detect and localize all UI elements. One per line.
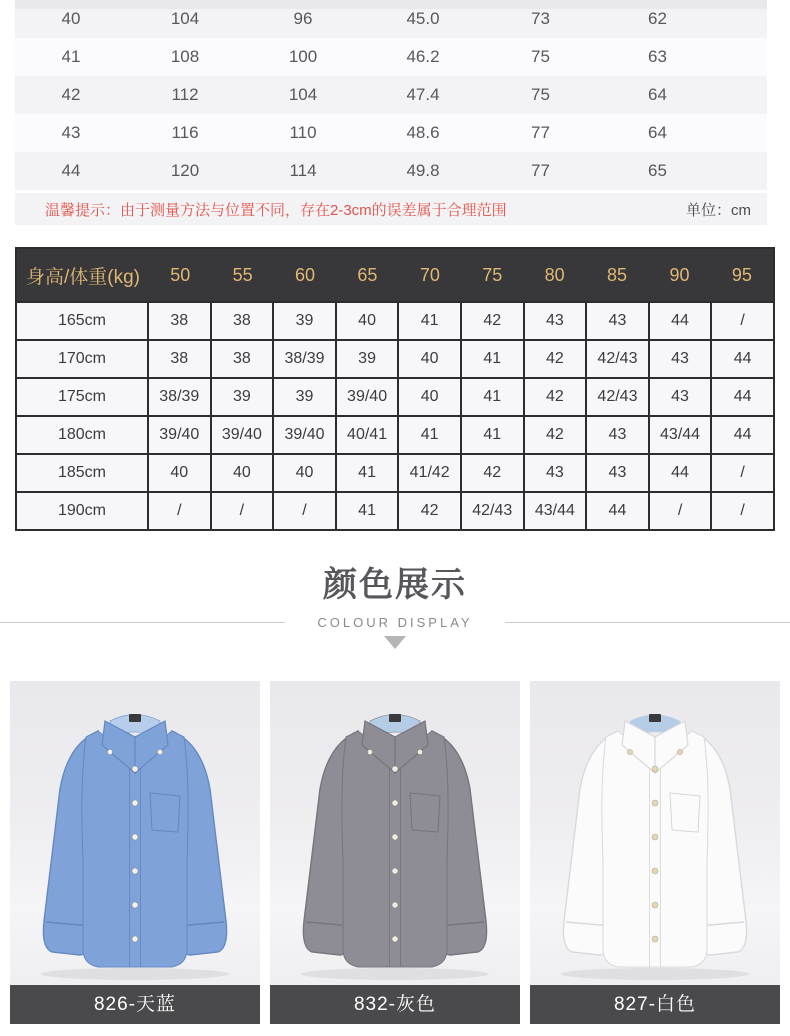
fit-table-cell: 39/40: [274, 417, 337, 453]
measurement-value: 40: [61, 9, 81, 28]
fit-table-cell: 39: [274, 303, 337, 339]
colour-label-bar: 826-天蓝: [10, 985, 260, 1024]
fit-table-cell: 43: [650, 341, 713, 377]
shirt-illustration: [10, 681, 260, 985]
fit-table-cell: /: [149, 493, 212, 529]
measurement-value: 104: [170, 9, 200, 28]
measurement-value: 45.0: [406, 9, 440, 28]
measurement-value: 108: [170, 47, 200, 66]
fit-table-header-cell: 60: [295, 264, 316, 285]
shirt-illustration: [270, 681, 520, 985]
fit-table-row: [17, 491, 773, 529]
fit-table-row: [17, 453, 773, 491]
fit-table-cell: 41: [337, 455, 400, 491]
fit-table-header-row: [17, 249, 773, 301]
fit-table-cell: 42/43: [587, 379, 650, 415]
fit-table-cell: 39/40: [337, 379, 400, 415]
fit-table-row: [17, 301, 773, 339]
measurement-value: 47.4: [406, 85, 440, 104]
fit-table-cell: 41: [337, 493, 400, 529]
down-arrow-icon: [384, 636, 406, 649]
measurement-value: 64: [648, 85, 667, 104]
fit-table-cell: 39: [274, 379, 337, 415]
measurement-value: 49.8: [406, 161, 440, 180]
fit-table-cell: 38/39: [274, 341, 337, 377]
measurement-rows: [15, 0, 767, 190]
fit-table-cell: /: [740, 502, 745, 519]
measurement-value: 46.2: [406, 47, 440, 66]
unit-label: 单位：cm: [686, 201, 751, 219]
fit-table-cell: 42/43: [462, 493, 525, 529]
fit-table-header-cell: 95: [731, 264, 752, 285]
fit-table-header-cell: 85: [607, 264, 628, 285]
measurement-size-table: [15, 0, 767, 225]
tolerance-note: 温馨提示：由于测量方法与位置不同，存在2-3cm的误差属于合理范围: [45, 201, 507, 219]
measurement-value: 75: [531, 47, 550, 66]
section-title: 颜色展示: [323, 566, 467, 604]
fit-table-cell: 185cm: [17, 455, 149, 491]
fit-table-cell: 44: [650, 455, 713, 491]
fit-table-cell: /: [740, 464, 745, 481]
fit-table-cell: 41: [399, 303, 462, 339]
measurement-value: 43: [61, 123, 81, 142]
fit-table-cell: 40: [399, 379, 462, 415]
colour-label-bar: 827-白色: [530, 985, 780, 1024]
fit-table-cell: 43: [650, 379, 713, 415]
fit-table-cell: 42: [525, 417, 588, 453]
fit-table-cell: 43: [525, 303, 588, 339]
fit-table-cell: 42: [525, 341, 588, 377]
measurement-value: 63: [648, 47, 667, 66]
measurement-value: 120: [170, 161, 200, 180]
measurement-value: 110: [289, 123, 317, 142]
fit-table-cell: 38/39: [149, 379, 212, 415]
fit-table-cell: 43: [525, 455, 588, 491]
measurement-value: 65: [648, 161, 667, 180]
measurement-value: 73: [531, 9, 550, 28]
fit-table-cell: /: [274, 493, 337, 529]
fit-table-header-cell: 身高/体重(kg): [25, 266, 140, 288]
fit-table-cell: 42/43: [587, 341, 650, 377]
fit-table-row: [17, 377, 773, 415]
fit-table-cell: 43: [587, 417, 650, 453]
fit-table-cell: 38: [149, 303, 212, 339]
measurement-value: 44: [61, 161, 81, 180]
fit-table-cell: 38: [149, 341, 212, 377]
fit-table-cell: 41/42: [399, 455, 462, 491]
shirt-photo-gray: [270, 681, 520, 985]
measurement-value: 77: [531, 123, 550, 142]
measurement-value: 41: [61, 47, 81, 66]
colour-label-bar: 832-灰色: [270, 985, 520, 1024]
measurement-value: 100: [288, 47, 318, 66]
fit-table-cell: 42: [399, 493, 462, 529]
shirt-card-white: [530, 681, 780, 1024]
measurement-value: 104: [288, 85, 318, 104]
colour-options-row: [0, 681, 790, 1024]
fit-table-cell: 40: [399, 341, 462, 377]
fit-table-cell: 42: [462, 303, 525, 339]
fit-table-cell: 38: [212, 303, 275, 339]
fit-table-cell: 40/41: [337, 417, 400, 453]
measurement-value: 114: [289, 161, 317, 180]
measurement-value: 116: [171, 123, 199, 142]
fit-table-body: [17, 301, 773, 529]
fit-table-header-cell: 80: [544, 264, 565, 285]
fit-table-row: [17, 339, 773, 377]
fit-table-cell: 40: [212, 455, 275, 491]
fit-table-cell: 44: [733, 426, 752, 443]
measurement-row: [15, 0, 767, 38]
fit-table-cell: 38: [212, 341, 275, 377]
measurement-value: 77: [531, 161, 550, 180]
fit-table-cell: 41: [399, 417, 462, 453]
section-subtitle: COLOUR DISPLAY: [317, 615, 473, 630]
measurement-value: 96: [293, 9, 313, 28]
fit-table-cell: 40: [149, 455, 212, 491]
measurement-value: 42: [61, 85, 81, 104]
measurement-value: 75: [531, 85, 550, 104]
fit-table-cell: 175cm: [17, 379, 149, 415]
measurement-value: 112: [171, 85, 199, 104]
fit-table-cell: 40: [337, 303, 400, 339]
fit-table-cell: 44: [733, 350, 752, 367]
section-subtitle-row: [0, 615, 790, 630]
fit-table-cell: /: [212, 493, 275, 529]
shirt-card-blue: [10, 681, 260, 1024]
shirt-card-gray: [270, 681, 520, 1024]
fit-table-cell: 39/40: [149, 417, 212, 453]
fit-table-cell: 42: [462, 455, 525, 491]
fit-table-cell: 165cm: [17, 303, 149, 339]
fit-table-header-cell: 50: [170, 264, 191, 285]
measurement-value: 64: [648, 123, 667, 142]
fit-table-cell: 44: [733, 388, 752, 405]
measurement-row: [15, 152, 767, 190]
fit-table-header-cell: 55: [232, 264, 253, 285]
fit-table-cell: 190cm: [17, 493, 149, 529]
fit-table-cell: 44: [650, 303, 713, 339]
shirt-photo-white: [530, 681, 780, 985]
measurement-note-bar: [15, 193, 767, 225]
fit-table-header-cell: 75: [482, 264, 503, 285]
measurement-value: 62: [648, 9, 667, 28]
measurement-row: [15, 38, 767, 76]
measurement-value: 48.6: [406, 123, 440, 142]
fit-table-cell: 39/40: [212, 417, 275, 453]
fit-table-header-cell: 65: [357, 264, 378, 285]
fit-table-cell: 41: [462, 341, 525, 377]
fit-table-cell: 44: [587, 493, 650, 529]
fit-table-cell: 42: [525, 379, 588, 415]
fit-table-header-cell: 90: [669, 264, 690, 285]
fit-table-cell: 41: [462, 379, 525, 415]
fit-table-cell: 39: [212, 379, 275, 415]
fit-table-cell: 39: [337, 341, 400, 377]
divider-line-left: [0, 622, 285, 623]
fit-table-cell: /: [650, 493, 713, 529]
fit-table-cell: 170cm: [17, 341, 149, 377]
fit-table-cell: 43/44: [650, 417, 713, 453]
fit-table-cell: 43/44: [525, 493, 588, 529]
fit-table-row: [17, 415, 773, 453]
fit-table-cell: 40: [274, 455, 337, 491]
fit-table-cell: 41: [462, 417, 525, 453]
fit-table-cell: /: [740, 312, 745, 329]
fit-table-cell: 43: [587, 455, 650, 491]
fit-table-header-cell: 70: [419, 264, 440, 285]
fit-table-cell: 43: [587, 303, 650, 339]
shirt-illustration: [530, 681, 780, 985]
shirt-photo-blue: [10, 681, 260, 985]
fit-table-cell: 180cm: [17, 417, 149, 453]
colour-display-section-header: [0, 565, 790, 649]
height-weight-fit-table: [15, 247, 775, 531]
measurement-row: [15, 114, 767, 152]
divider-line-right: [505, 622, 790, 623]
measurement-row: [15, 76, 767, 114]
